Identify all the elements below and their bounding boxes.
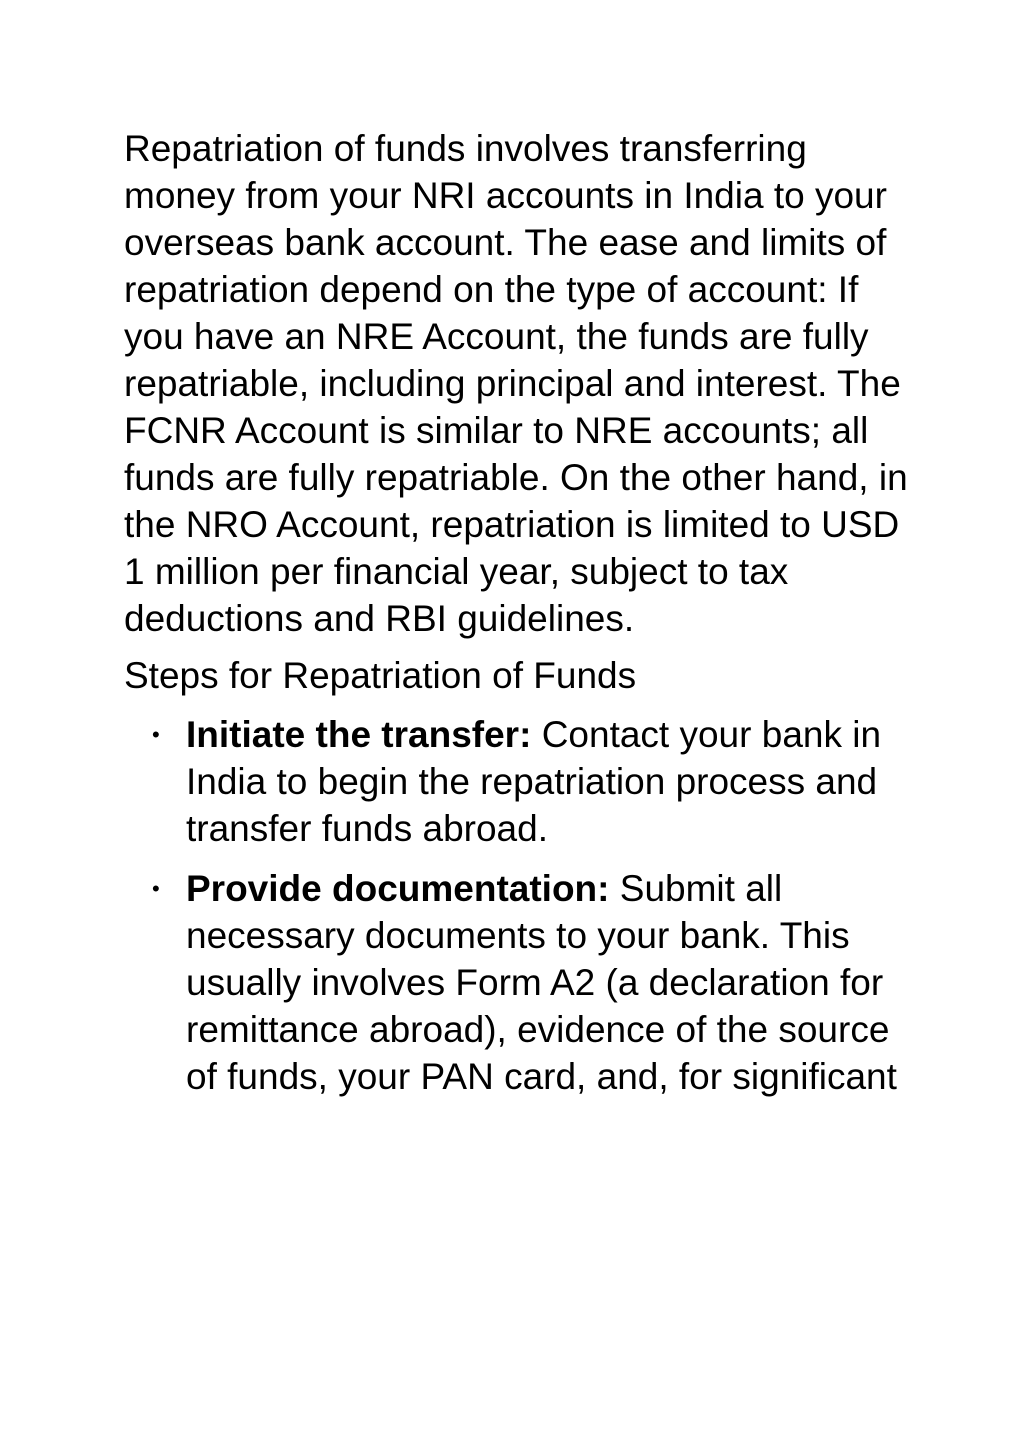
bullet-icon: • bbox=[152, 722, 160, 747]
list-item bbox=[124, 865, 906, 1100]
step-text: Submit all necessary documents to your bank. This usually involves Form A2 (a declaration for remittance abroad), evidence of the source of funds, your PAN card, and, for significant bbox=[186, 868, 897, 1097]
document-page bbox=[124, 125, 914, 1113]
step-label: Initiate the transfer: bbox=[186, 714, 542, 755]
bullet-icon: • bbox=[152, 876, 160, 901]
steps-list bbox=[124, 711, 914, 1100]
step-text: Contact your bank in India to begin the repatriation process and transfer funds abroad. bbox=[186, 714, 882, 849]
list-item bbox=[124, 711, 906, 852]
step-label: Provide documentation: bbox=[186, 868, 620, 909]
steps-heading: Steps for Repatriation of Funds bbox=[124, 655, 637, 696]
intro-paragraph: Repatriation of funds involves transferring money from your NRI accounts in India to your overseas bank account. The ease and limits of repatriation depend on the type of account: If you have an NRE Account, the funds are fully repatriable, including principal and interest. The FCNR Account is similar to NRE accounts; all funds are fully repatriable. On the other hand, in the NRO Account, repatriation is limited to USD 1 million per financial year, subject to tax deductions and RBI guidelines. bbox=[124, 128, 908, 639]
